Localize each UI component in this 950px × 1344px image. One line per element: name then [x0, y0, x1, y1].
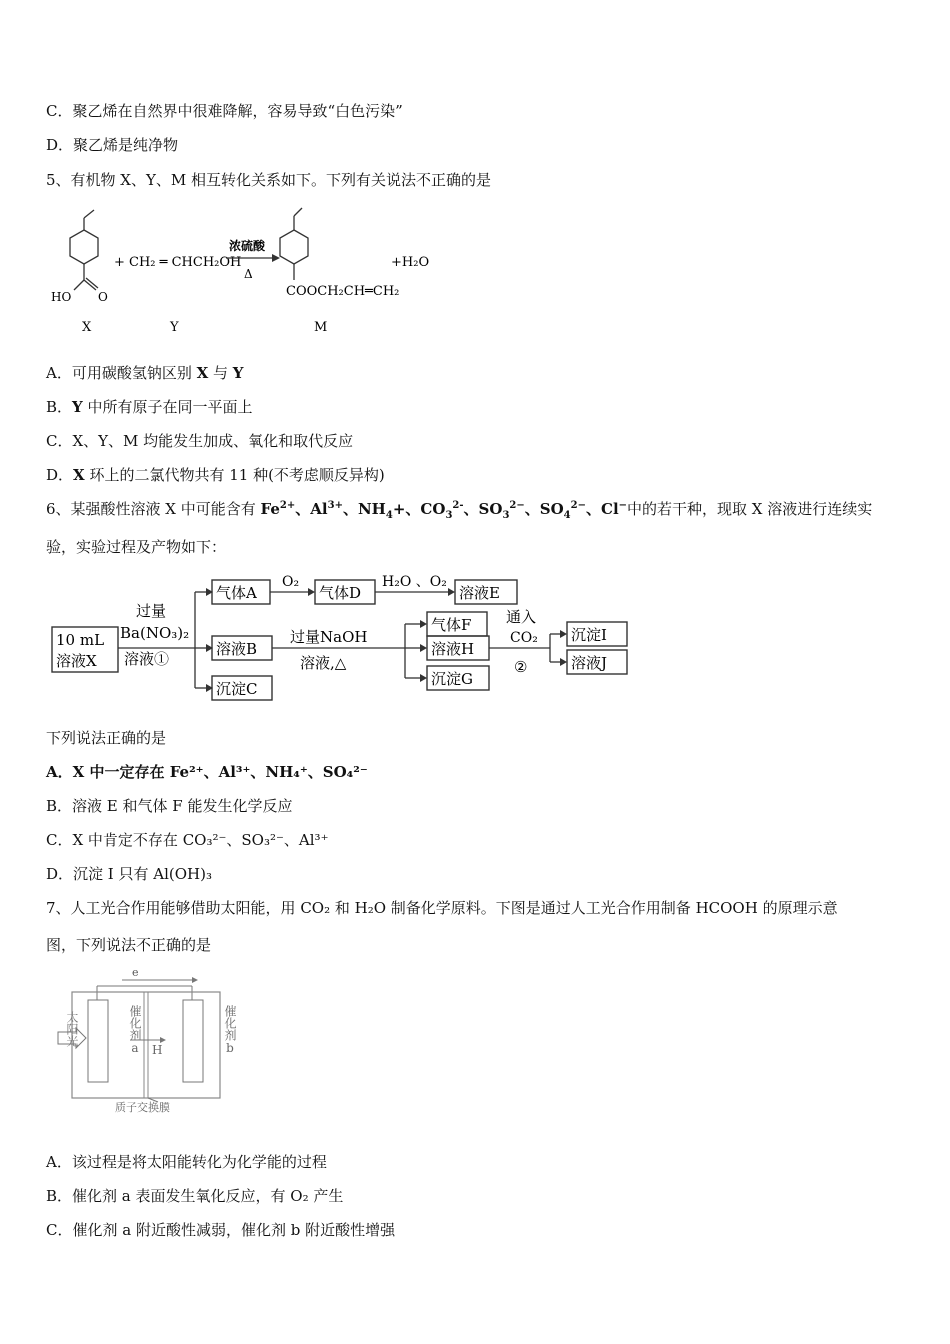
q7-option-c: C．催化剂 a 附近酸性减弱，催化剂 b 附近酸性增强 — [46, 1221, 396, 1239]
gas-d-label: 气体D — [319, 584, 362, 602]
catalyst-a-label: 催化剂a — [92, 1005, 142, 1019]
reagent-excess: 过量 — [136, 602, 167, 620]
q6-prompt: 下列说法正确的是 — [46, 729, 167, 747]
precipitate-c-label: 沉淀C — [216, 680, 258, 698]
label-y: Y — [170, 320, 179, 335]
condition-acid: 浓硫酸 — [229, 239, 266, 253]
x-carbonyl-oxygen: O — [98, 290, 108, 304]
q5-reaction-scheme — [46, 200, 466, 340]
membrane-label: 质子交换膜 — [115, 1101, 170, 1114]
co2-label: CO₂ — [510, 630, 538, 646]
product-water: +H₂O — [391, 255, 430, 270]
q5-option-d: D．X 环上的二氯代物共有 11 种(不考虑顺反异构) — [46, 466, 385, 484]
label-m: M — [314, 320, 328, 335]
q4-option-c: C．聚乙烯在自然界中很难降解，容易导致“白色污染” — [46, 102, 403, 120]
precipitate-i-label: 沉淀I — [571, 626, 607, 644]
q6-stem-line2: 验，实验过程及产物如下： — [46, 538, 227, 556]
precipitate-g-label: 沉淀G — [431, 670, 473, 688]
oxygen-label: O₂ — [282, 574, 300, 590]
gas-f-label: 气体F — [431, 616, 472, 634]
label-x: X — [82, 320, 92, 335]
q6-option-a: A．X 中一定存在 Fe²⁺、Al³⁺、NH₄⁺、SO₄²⁻ — [46, 763, 368, 781]
x-hydroxyl: HO — [51, 290, 72, 304]
q5-option-b: B．Y 中所有原子在同一平面上 — [46, 398, 253, 416]
reaction-arrow-head — [272, 254, 280, 262]
q7-stem-line1: 7、人工光合作用能够借助太阳能，用 CO₂ 和 H₂O 制备化学原料。下图是通过人工光合作用制备 HCOOH 的原理示意 — [46, 899, 838, 917]
solution-b-label: 溶液B — [216, 640, 258, 658]
q7-stem-line2: 图，下列说法不正确的是 — [46, 936, 212, 954]
q5-option-c: C．X、Y、M 均能发生加成、氧化和取代反应 — [46, 432, 354, 450]
molecule-m — [280, 208, 308, 280]
condition-heat: Δ — [244, 267, 253, 281]
water-oxygen-label: H₂O 、O₂ — [382, 574, 447, 590]
reagent-barium-nitrate: Ba(NO₃)₂ — [120, 624, 190, 642]
electron-label: e — [132, 966, 139, 979]
solution-j-label: 溶液J — [571, 654, 608, 672]
start-solution: 溶液X — [56, 652, 97, 670]
q5-stem: 5、有机物 X、Y、M 相互转化关系如下。下列有关说法不正确的是 — [46, 171, 492, 189]
start-volume: 10 mL — [56, 631, 105, 649]
catalyst-b-label: 催化剂b — [187, 1005, 237, 1019]
naoh-excess: 过量NaOH — [290, 628, 368, 646]
electron-arrow-head — [192, 977, 198, 983]
reagent-solution-1: 溶液① — [124, 650, 170, 668]
q5-option-a: A．可用碳酸氢钠区别 X 与 Y — [46, 364, 244, 382]
co2-pass-in: 通入 — [506, 608, 537, 626]
sunlight-label: 太阳光 — [43, 1011, 79, 1025]
q6-flow-chart — [50, 568, 640, 708]
molecule-x — [70, 210, 98, 290]
q7-option-b: B．催化剂 a 表面发生氧化反应，有 O₂ 产生 — [46, 1187, 344, 1205]
q6-option-c: C．X 中肯定不存在 CO₃²⁻、SO₃²⁻、Al³⁺ — [46, 831, 329, 849]
q6-stem-line1: 6、某强酸性溶液 X 中可能含有 $Fe^{2+}$、$Al^{3+}$、$NH_4+$、$CO_3^{2-}$、$SO_3^{2-}$、$SO_4^{2-}$、Cl−中的若干种，现取 X 溶液进行连续实 — [46, 500, 873, 521]
gas-a-label: 气体A — [216, 584, 257, 602]
m-ester-group: COOCH₂CH═CH₂ — [286, 284, 400, 299]
solution-e-label: 溶液E — [459, 584, 500, 602]
q4-option-d: D．聚乙烯是纯净物 — [46, 136, 179, 154]
q7-option-a: A．该过程是将太阳能转化为化学能的过程 — [46, 1153, 327, 1171]
q6-option-d: D．沉淀 I 只有 Al(OH)₃ — [46, 865, 212, 883]
solution-h-label: 溶液H — [431, 640, 475, 658]
q7-cell-diagram — [40, 962, 240, 1122]
step-2-label: ② — [514, 658, 528, 676]
naoh-heat: 溶液,△ — [300, 654, 347, 672]
proton-label: H — [152, 1043, 163, 1057]
reagent-y: + CH₂ ═ CHCH₂OH — [114, 255, 242, 270]
q6-option-b: B．溶液 E 和气体 F 能发生化学反应 — [46, 797, 293, 815]
